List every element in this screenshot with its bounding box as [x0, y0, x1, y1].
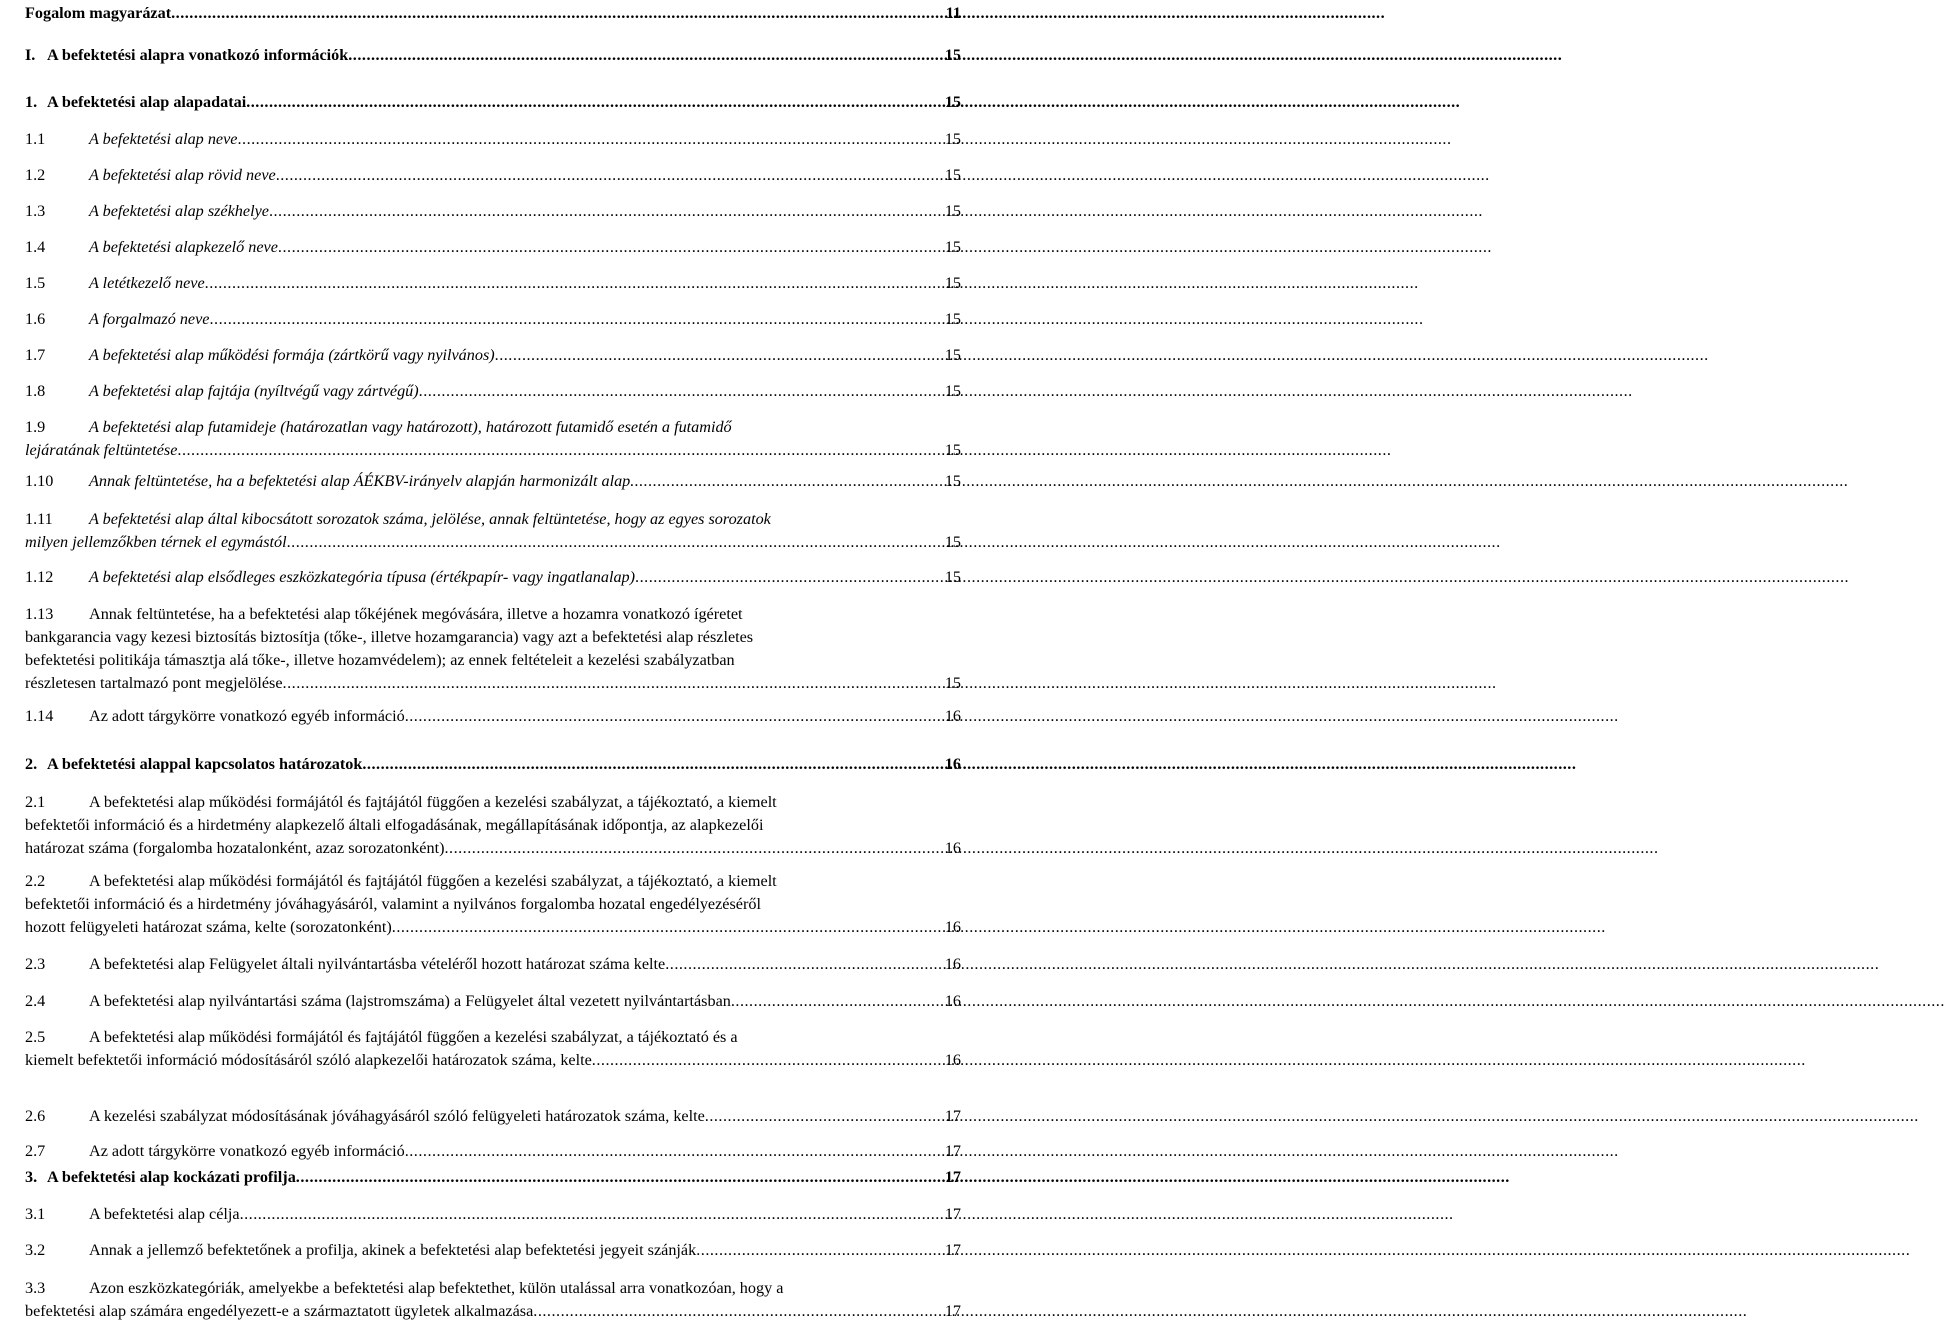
- toc-entry-page-number: 17: [944, 1205, 961, 1223]
- toc-entry-title: Annak feltüntetése, ha a befektetési alap tőkéjének megóvására, illetve a hozamra vonatkozó ígéretet: [89, 605, 743, 623]
- toc-entry[interactable]: [25, 1026, 961, 1072]
- dot-leader: [405, 705, 944, 728]
- dot-leader: [392, 916, 944, 939]
- toc-entry-title: lejáratának feltüntetése: [25, 441, 178, 459]
- toc-entry-title: Fogalom magyarázat: [25, 4, 172, 22]
- toc-entry[interactable]: [25, 566, 961, 589]
- toc-entry-title: A befektetési alap nyilvántartási száma (lajstromszáma) a Felügyelet által vezetett nyilvántartásban: [89, 992, 731, 1010]
- toc-entry[interactable]: [25, 200, 961, 223]
- toc-entry-title: A befektetési alap futamideje (határozatlan vagy határozott), határozott futamidő esetén a futamidő: [89, 418, 732, 436]
- dot-leader: [269, 200, 944, 223]
- toc-entry[interactable]: [25, 705, 961, 728]
- toc-entry-page-number: 17: [944, 1142, 961, 1160]
- toc-entry[interactable]: [25, 308, 961, 331]
- toc-entry-number: 2.6: [25, 1107, 46, 1125]
- toc-entry[interactable]: [25, 1239, 961, 1262]
- toc-entry-number: 3.2: [25, 1241, 46, 1259]
- toc-entry[interactable]: [25, 236, 961, 259]
- dot-leader: [705, 1105, 944, 1128]
- toc-entry-page-number: 17: [944, 1302, 961, 1320]
- toc-entry[interactable]: [25, 753, 961, 776]
- dot-leader: [177, 439, 943, 462]
- toc-entry[interactable]: [25, 1105, 961, 1128]
- dot-leader: [240, 1203, 944, 1226]
- dot-leader: [592, 1049, 944, 1072]
- toc-entry-title: A befektetési alap működési formája (zártkörű vagy nyilvános): [89, 346, 495, 364]
- toc-entry-title: határozat száma (forgalomba hozatalonként, azaz sorozatonként): [25, 839, 445, 857]
- dot-leader: [210, 308, 944, 331]
- toc-entry-title: Azon eszközkategóriák, amelyekbe a befektetési alap befektethet, külön utalással arra vonatkozóan, hogy a: [89, 1279, 784, 1297]
- toc-entry[interactable]: [25, 91, 961, 114]
- toc-entry-title: Az adott tárgykörre vonatkozó egyéb információ: [89, 1142, 405, 1160]
- toc-entry[interactable]: [25, 1140, 961, 1163]
- toc-entry[interactable]: [25, 272, 961, 295]
- toc-entry-number: 1.7: [25, 346, 46, 364]
- toc-entry-number: 2.7: [25, 1142, 46, 1160]
- toc-entry-number: 1.14: [25, 707, 54, 725]
- toc-entry-title: befektetői információ és a hirdetmény jóváhagyásáról, valamint a nyilvános forgalomba hozatal engedélyezéséről: [25, 895, 761, 913]
- toc-entry-title: A befektetési alap célja: [89, 1205, 240, 1223]
- toc-entry[interactable]: [25, 416, 961, 462]
- toc-entry-page-number: 15: [944, 382, 961, 400]
- toc-entry-number: 2.: [25, 755, 38, 773]
- dot-leader: [495, 344, 944, 367]
- toc-entry-title: Annak feltüntetése, ha a befektetési alap ÁÉKBV-irányelv alapján harmonizált alap.: [89, 472, 635, 490]
- toc-entry-page-number: 16: [944, 707, 961, 725]
- dot-leader: [205, 272, 944, 295]
- toc-entry-number: 1.9: [25, 418, 46, 436]
- toc-entry[interactable]: [25, 2, 961, 25]
- toc-entry-number: 1.2: [25, 166, 46, 184]
- toc-entry[interactable]: [25, 164, 961, 187]
- dot-leader: [405, 1140, 944, 1163]
- toc-entry-page-number: 15: [944, 441, 961, 459]
- toc-entry-page-number: 15: [944, 166, 961, 184]
- toc-entry-page-number: 16: [944, 839, 961, 857]
- toc-entry-number: 3.1: [25, 1205, 46, 1223]
- toc-entry-page-number: 15: [944, 274, 961, 292]
- toc-entry[interactable]: [25, 603, 961, 695]
- dot-leader: [419, 380, 944, 403]
- toc-entry-page-number: 16: [944, 1051, 961, 1069]
- toc-entry[interactable]: [25, 1166, 961, 1189]
- toc-entry[interactable]: [25, 870, 961, 939]
- toc-entry-number: 2.3: [25, 955, 46, 973]
- toc-entry-title: Az adott tárgykörre vonatkozó egyéb információ: [89, 707, 405, 725]
- toc-entry-number: 1.12: [25, 568, 54, 586]
- toc-entry-number: 2.5: [25, 1028, 46, 1046]
- toc-entry-number: 1.4: [25, 238, 46, 256]
- toc-entry-page-number: 15: [944, 533, 961, 551]
- toc-entry-number: 3.: [25, 1168, 38, 1186]
- dot-leader: [246, 91, 944, 114]
- toc-entry[interactable]: [25, 44, 961, 67]
- dot-leader: [237, 128, 943, 151]
- toc-entry-page-number: 15: [944, 346, 961, 364]
- dot-leader: [296, 1166, 944, 1189]
- dot-leader: [731, 990, 944, 1013]
- dot-leader: [276, 164, 944, 187]
- toc-entry[interactable]: [25, 953, 961, 976]
- toc-entry-page-number: 15: [944, 202, 961, 220]
- toc-entry-number: 2.4: [25, 992, 46, 1010]
- toc-entry[interactable]: [25, 990, 961, 1013]
- toc-entry[interactable]: [25, 128, 961, 151]
- dot-leader: [634, 470, 943, 493]
- toc-entry-number: 1.13: [25, 605, 54, 623]
- toc-entry-title: A befektetési alap kockázati profilja: [47, 1168, 296, 1186]
- toc-entry-number: 1.10: [25, 472, 54, 490]
- toc-entry-page-number: 15: [944, 472, 961, 490]
- toc-entry-title: A forgalmazó neve: [89, 310, 210, 328]
- toc-entry-title: A befektetési alap elsődleges eszközkategória típusa (értékpapír- vagy ingatlanalap): [89, 568, 636, 586]
- toc-entry-title: Annak a jellemző befektetőnek a profilja, akinek a befektetési alap befektetési jegyeit szánják: [89, 1241, 697, 1259]
- toc-entry-title: A befektetési alap működési formájától és fajtájától függően a kezelési szabályzat, a tájékoztató és a: [89, 1028, 738, 1046]
- toc-entry-page-number: 15: [944, 674, 961, 692]
- toc-entry-title: A befektetési alap neve: [89, 130, 238, 148]
- toc-entry-title: A befektetési alap működési formájától és fajtájától függően a kezelési szabályzat, a tájékoztató, a kiemelt: [89, 872, 777, 890]
- toc-entry-title: A befektetési alap működési formájától és fajtájától függően a kezelési szabályzat, a tájékoztató, a kiemelt: [89, 793, 777, 811]
- toc-entry-title: befektetői információ és a hirdetmény alapkezelő általi elfogadásának, megállapításának időpontja, az alapkezelői: [25, 816, 764, 834]
- toc-entry-title: milyen jellemzőkben térnek el egymástól: [25, 533, 287, 551]
- toc-entry-title: részletesen tartalmazó pont megjelölése: [25, 674, 283, 692]
- toc-entry-title: hozott felügyeleti határozat száma, kelte (sorozatonként): [25, 918, 392, 936]
- toc-entry-page-number: 16: [944, 955, 961, 973]
- toc-entry[interactable]: [25, 508, 961, 554]
- toc-entry-title: A befektetési alap rövid neve: [89, 166, 276, 184]
- toc-entry-title: A befektetési alap székhelye: [89, 202, 269, 220]
- toc-entry[interactable]: [25, 380, 961, 403]
- toc-entry-title: A befektetési alap alapadatai: [47, 93, 247, 111]
- toc-entry[interactable]: [25, 344, 961, 367]
- toc-entry-number: 1.1: [25, 130, 46, 148]
- toc-entry-page-number: 16: [944, 755, 961, 773]
- toc-entry[interactable]: [25, 1203, 961, 1226]
- toc-entry-number: 1.5: [25, 274, 46, 292]
- toc-entry-title: A kezelési szabályzat módosításának jóváhagyásáról szóló felügyeleti határozatok száma, kelte: [89, 1107, 705, 1125]
- toc-entry-page-number: 15: [944, 93, 961, 111]
- toc-entry-title: befektetési alap számára engedélyezett-e a származtatott ügyletek alkalmazása: [25, 1302, 534, 1320]
- toc-entry-title: kiemelt befektetői információ módosításáról szóló alapkezelői határozatok száma, kelte: [25, 1051, 592, 1069]
- toc-entry-title: befektetési politikája támasztja alá tőke-, illetve hozamvédelem); az ennek feltételeit a kezelési szabályzatban: [25, 651, 735, 669]
- toc-entry-page-number: 11: [945, 4, 961, 22]
- dot-leader: [696, 1239, 944, 1262]
- toc-entry-title: A befektetési alap fajtája (nyíltvégű vagy zártvégű): [89, 382, 419, 400]
- dot-leader: [635, 566, 944, 589]
- toc-entry[interactable]: [25, 470, 961, 493]
- toc-entry-number: 1.8: [25, 382, 46, 400]
- toc-entry-page-number: 17: [944, 1168, 961, 1186]
- toc-entry-title: A befektetési alapra vonatkozó információk: [47, 46, 349, 64]
- toc-entry-page-number: 16: [944, 918, 961, 936]
- toc-entry-title: A befektetési alappal kapcsolatos határozatok: [47, 755, 363, 773]
- dot-leader: [287, 531, 944, 554]
- toc-entry-number: 1.6: [25, 310, 46, 328]
- toc-entry-number: 1.: [25, 93, 38, 111]
- toc-entry-number: I.: [25, 46, 36, 64]
- dot-leader: [444, 837, 943, 860]
- toc-entry[interactable]: [25, 791, 961, 860]
- toc-entry-page-number: 16: [944, 992, 961, 1010]
- dot-leader: [533, 1300, 944, 1323]
- toc-entry-page-number: 15: [944, 46, 961, 64]
- toc-entry-number: 1.11: [25, 510, 53, 528]
- dot-leader: [362, 753, 943, 776]
- toc-entry-page-number: 15: [944, 130, 961, 148]
- dot-leader: [665, 953, 944, 976]
- toc-entry-title: A letétkezelő neve: [89, 274, 205, 292]
- toc-entry-number: 2.1: [25, 793, 46, 811]
- toc-entry-page-number: 17: [944, 1107, 961, 1125]
- dot-leader: [171, 2, 945, 25]
- toc-entry-page-number: 15: [944, 310, 961, 328]
- toc-entry-number: 2.2: [25, 872, 46, 890]
- dot-leader: [278, 236, 944, 259]
- toc-entry-page-number: 15: [944, 238, 961, 256]
- toc-entry-number: 3.3: [25, 1279, 46, 1297]
- toc-entry-title: bankgarancia vagy kezesi biztosítás biztosítja (tőke-, illetve hozamgarancia) vagy azt a befektetési alap részletes: [25, 628, 754, 646]
- dot-leader: [348, 44, 944, 67]
- dot-leader: [283, 672, 944, 695]
- toc-entry[interactable]: [25, 1277, 961, 1323]
- toc-entry-title: A befektetési alap által kibocsátott sorozatok száma, jelölése, annak feltüntetése, hogy az egyes sorozatok: [89, 510, 771, 528]
- toc-entry-page-number: 15: [944, 568, 961, 586]
- toc-entry-title: A befektetési alapkezelő neve: [89, 238, 278, 256]
- toc-entry-page-number: 17: [944, 1241, 961, 1259]
- toc-entry-title: A befektetési alap Felügyelet általi nyilvántartásba vételéről hozott határozat száma kelte: [89, 955, 666, 973]
- toc-entry-number: 1.3: [25, 202, 46, 220]
